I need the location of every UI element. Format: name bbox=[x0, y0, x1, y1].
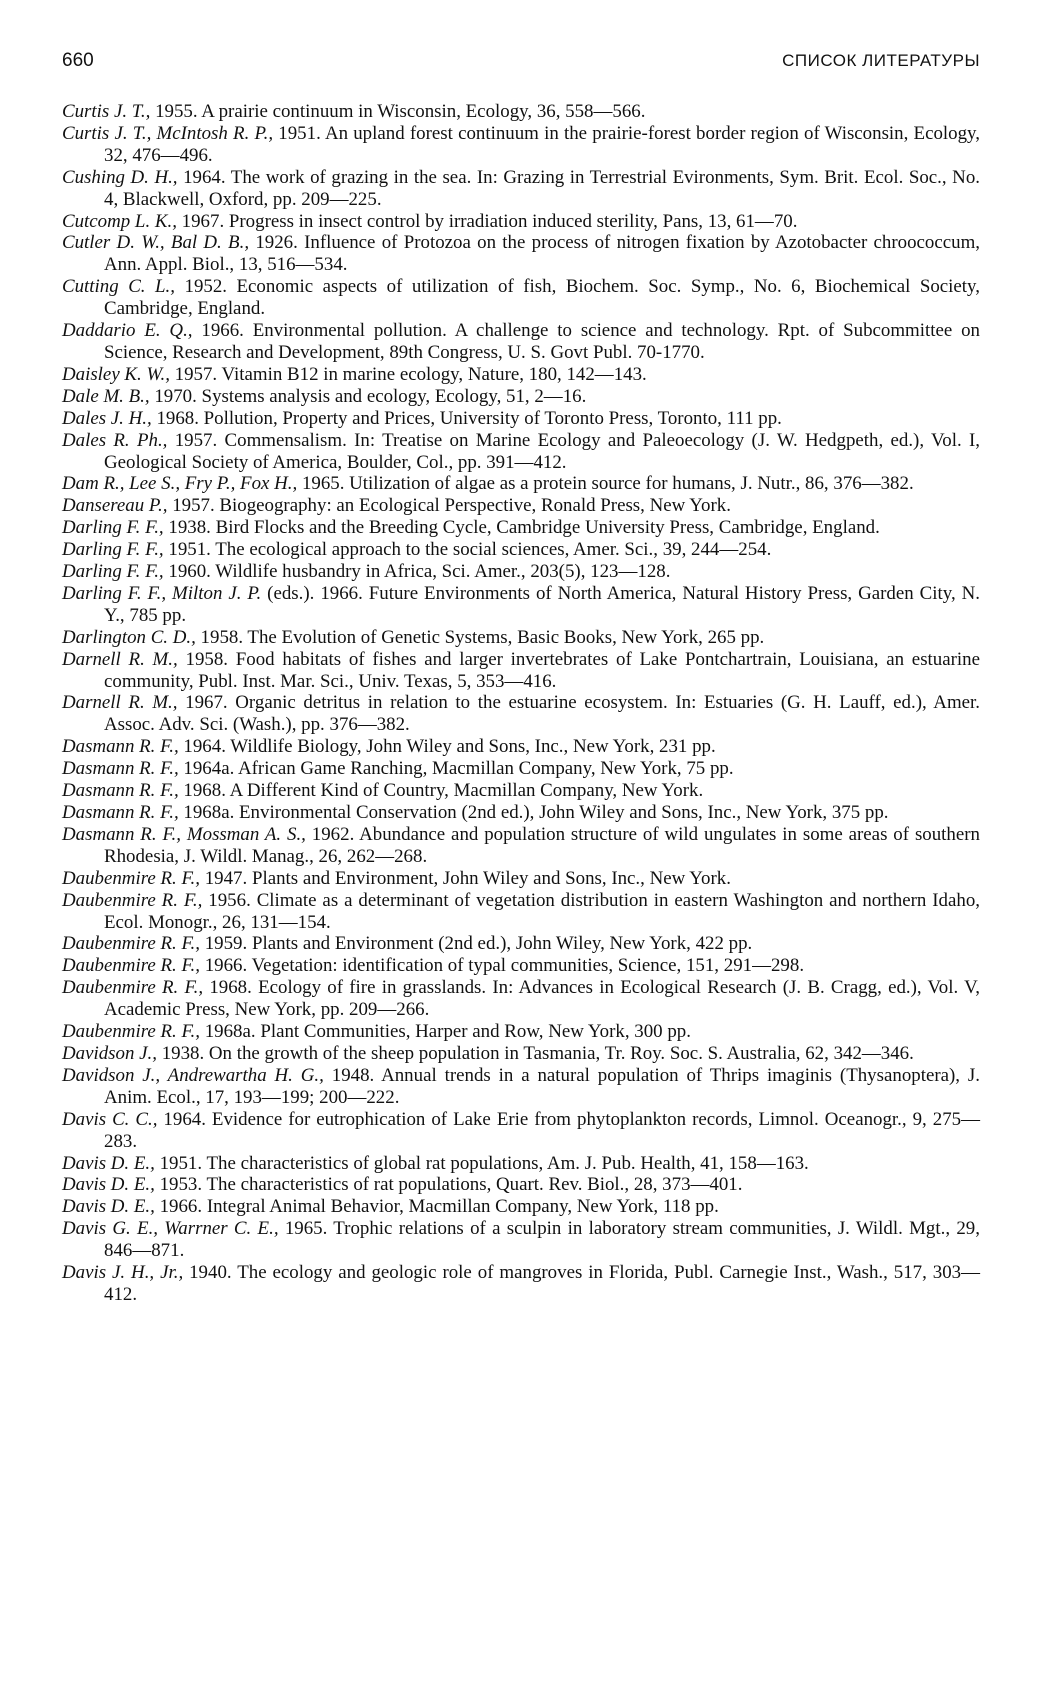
reference-text: 1967. Organic detritus in relation to the estuarine ecosystem. In: Estuaries (G. H. Lauff, ed.), Amer. Assoc. Adv. Sci. (Wash.), pp. 376—382. bbox=[104, 692, 981, 736]
reference-text: 1964. The work of grazing in the sea. In: Grazing in Terrestrial Evironments, Sym. Brit. Ecol. Soc., No. 4, Blackwell, Oxford, pp. 209—225. bbox=[104, 166, 980, 210]
reference-text: 1951. The ecological approach to the social sciences, Amer. Sci., 39, 244—254. bbox=[163, 539, 772, 561]
reference-text: 1947. Plants and Environment, John Wiley and Sons, Inc., New York. bbox=[200, 867, 731, 889]
reference-text: 1951. An upland forest continuum in the prairie-forest border region of Wisconsin, Ecology, 32, 476—496. bbox=[104, 122, 980, 166]
reference-authors: Daubenmire R. F., bbox=[62, 867, 200, 889]
reference-entry bbox=[62, 955, 980, 977]
reference-authors: Dasmann R. F., bbox=[62, 780, 179, 802]
reference-entry bbox=[62, 1196, 980, 1218]
reference-entry bbox=[62, 933, 980, 955]
reference-text: 1953. The characteristics of rat populations, Quart. Rev. Biol., 28, 373—401. bbox=[154, 1174, 743, 1196]
reference-authors: Dasmann R. F., bbox=[62, 802, 179, 823]
reference-authors: Dasmann R. F., Mossman A. S., bbox=[62, 823, 306, 845]
reference-authors: Davis D. E., bbox=[62, 1174, 155, 1196]
reference-entry bbox=[62, 167, 980, 211]
reference-text: 1968. Ecology of fire in grasslands. In: Advances in Ecological Research (J. B. Cragg, ed.), Vol. V, Academic Press, New York, pp. 209—266. bbox=[104, 977, 981, 1021]
reference-text: 1966. Vegetation: identification of typal communities, Science, 151, 291—298. bbox=[200, 955, 805, 977]
reference-entry bbox=[62, 780, 980, 802]
reference-entry bbox=[62, 627, 980, 649]
reference-text: 1968a. Plant Communities, Harper and Row, New York, 300 pp. bbox=[200, 1021, 691, 1043]
reference-authors: Davidson J., Andrewartha H. G., bbox=[62, 1064, 324, 1086]
reference-entry bbox=[62, 211, 980, 233]
reference-authors: Daubenmire R. F., bbox=[62, 889, 203, 911]
page-number: 660 bbox=[62, 50, 94, 71]
reference-text: 1948. Annual trends in a natural population of Thrips imaginis (Thysanoptera), J. Anim. Ecol., 17, 193—199; 200—222. bbox=[104, 1064, 980, 1108]
reference-text: 1959. Plants and Environment (2nd ed.), John Wiley, New York, 422 pp. bbox=[200, 933, 753, 955]
reference-text: 1962. Abundance and population structure of wild ungulates in some areas of southern Rhodesia, J. Wildl. Manag., 26, 262—268. bbox=[104, 823, 980, 867]
reference-entry bbox=[62, 561, 980, 583]
reference-authors: Darling F. F., bbox=[62, 539, 164, 561]
reference-entry bbox=[62, 649, 980, 693]
reference-authors: Daubenmire R. F., bbox=[62, 1021, 200, 1043]
reference-authors: Daubenmire R. F., bbox=[62, 955, 200, 977]
reference-entry bbox=[62, 386, 980, 408]
reference-text: 1964. Evidence for eutrophication of Lake Erie from phytoplankton records, Limnol. Oceanogr., 9, 275—283. bbox=[104, 1108, 980, 1152]
reference-entry bbox=[62, 692, 980, 736]
reference-entry bbox=[62, 977, 980, 1021]
reference-text: 1955. A prairie continuum in Wisconsin, Ecology, 36, 558—566. bbox=[150, 101, 646, 122]
reference-entry bbox=[62, 430, 980, 474]
reference-authors: Cutcomp L. K., bbox=[62, 210, 177, 232]
reference-entry bbox=[62, 736, 980, 758]
reference-authors: Davis J. H., Jr., bbox=[62, 1262, 184, 1284]
reference-authors: Davis D. E., bbox=[62, 1196, 155, 1218]
reference-authors: Darling F. F., Milton J. P. bbox=[62, 582, 262, 604]
reference-authors: Cutler D. W., Bal D. B., bbox=[62, 232, 250, 254]
reference-entry bbox=[62, 1065, 980, 1109]
reference-text: 1940. The ecology and geologic role of mangroves in Florida, Publ. Carnegie Inst., Wash., 517, 303—412. bbox=[104, 1262, 980, 1305]
reference-text: 1970. Systems analysis and ecology, Ecology, 51, 2—16. bbox=[149, 385, 587, 407]
reference-entry bbox=[62, 890, 980, 934]
reference-authors: Darling F. F., bbox=[62, 517, 164, 539]
reference-text: 1926. Influence of Protozoa on the process of nitrogen fixation by Azotobacter chroococcum, Ann. Appl. Biol., 13, 516—534. bbox=[104, 232, 980, 276]
reference-entry bbox=[62, 320, 980, 364]
reference-entry bbox=[62, 824, 980, 868]
reference-entry bbox=[62, 123, 980, 167]
reference-entry bbox=[62, 101, 980, 123]
reference-text: 1957. Vitamin B12 in marine ecology, Nature, 180, 142—143. bbox=[169, 363, 647, 385]
reference-entry bbox=[62, 758, 980, 780]
reference-entry bbox=[62, 364, 980, 386]
reference-text: 1968a. Environmental Conservation (2nd ed.), John Wiley and Sons, Inc., New York, 375 pp. bbox=[178, 802, 889, 823]
reference-text: 1938. Bird Flocks and the Breeding Cycle, Cambridge University Press, Cambridge, England. bbox=[163, 517, 880, 539]
reference-authors: Daubenmire R. F., bbox=[62, 933, 200, 955]
reference-text: 1951. The characteristics of global rat populations, Am. J. Pub. Health, 41, 158—163. bbox=[154, 1152, 809, 1174]
reference-authors: Curtis J. T., bbox=[62, 101, 151, 122]
reference-authors: Davidson J., bbox=[62, 1042, 157, 1064]
reference-authors: Davis D. E., bbox=[62, 1152, 155, 1174]
reference-entry bbox=[62, 232, 980, 276]
reference-text: (eds.). 1966. Future Environments of North America, Natural History Press, Garden City, N. Y., 785 pp. bbox=[104, 582, 980, 626]
reference-authors: Davis G. E., Warrner C. E., bbox=[62, 1218, 279, 1240]
reference-entry bbox=[62, 1043, 980, 1065]
reference-authors: Cutting C. L., bbox=[62, 276, 175, 298]
reference-authors: Darling F. F., bbox=[62, 561, 164, 583]
reference-authors: Dasmann R. F., bbox=[62, 736, 179, 758]
reference-text: 1964a. African Game Ranching, Macmillan Company, New York, 75 pp. bbox=[178, 758, 734, 780]
reference-text: 1960. Wildlife husbandry in Africa, Sci. Amer., 203(5), 123—128. bbox=[163, 561, 671, 583]
reference-text: 1957. Commensalism. In: Treatise on Marine Ecology and Paleoecology (J. W. Hedgpeth, ed.), Vol. I, Geological Society of America, Boulder, Col., pp. 391—412. bbox=[104, 429, 980, 473]
reference-entry bbox=[62, 1153, 980, 1175]
reference-entry bbox=[62, 539, 980, 561]
reference-entry bbox=[62, 583, 980, 627]
running-title: СПИСОК ЛИТЕРАТУРЫ bbox=[782, 51, 980, 70]
reference-authors: Dales J. H., bbox=[62, 407, 152, 429]
reference-entry bbox=[62, 1174, 980, 1196]
reference-authors: Davis C. C., bbox=[62, 1108, 158, 1130]
reference-entry bbox=[62, 408, 980, 430]
reference-authors: Darnell R. M., bbox=[62, 648, 178, 670]
reference-entry bbox=[62, 517, 980, 539]
reference-text: 1968. A Different Kind of Country, Macmillan Company, New York. bbox=[178, 780, 704, 802]
reference-authors: Darlington C. D., bbox=[62, 626, 196, 648]
reference-authors: Dale M. B., bbox=[62, 385, 150, 407]
reference-authors: Dam R., Lee S., Fry P., Fox H., bbox=[62, 473, 298, 495]
reference-text: 1952. Economic aspects of utilization of fish, Biochem. Soc. Symp., No. 6, Biochemical Society, Cambridge, England. bbox=[104, 276, 980, 320]
reference-text: 1966. Environmental pollution. A challenge to science and technology. Rpt. of Subcommittee on Science, Research and Development, 89th Congress, U. S. Govt Publ. 70-1770. bbox=[104, 320, 981, 363]
reference-authors: Daddario E. Q., bbox=[62, 320, 193, 342]
reference-text: 1958. The Evolution of Genetic Systems, Basic Books, New York, 265 pp. bbox=[195, 626, 765, 648]
reference-text: 1966. Integral Animal Behavior, Macmillan Company, New York, 118 pp. bbox=[154, 1196, 719, 1218]
reference-text: 1967. Progress in insect control by irradiation induced sterility, Pans, 13, 61—70. bbox=[176, 210, 798, 232]
reference-text: 1964. Wildlife Biology, John Wiley and Sons, Inc., New York, 231 pp. bbox=[178, 736, 716, 758]
reference-text: 1956. Climate as a determinant of vegetation distribution in eastern Washington and northern Idaho, Ecol. Monogr., 26, 131—154. bbox=[104, 889, 980, 933]
reference-text: 1968. Pollution, Property and Prices, University of Toronto Press, Toronto, 111 pp. bbox=[151, 407, 782, 429]
page-header bbox=[62, 50, 980, 80]
reference-list bbox=[62, 101, 980, 1306]
reference-authors: Dales R. Ph., bbox=[62, 429, 168, 451]
reference-text: 1958. Food habitats of fishes and larger invertebrates of Lake Pontchartrain, Louisiana, an estuarine community, Publ. Inst. Mar. Sci., Univ. Texas, 5, 353—416. bbox=[104, 648, 980, 692]
reference-text: 1957. Biogeography: an Ecological Perspective, Ronald Press, New York. bbox=[167, 495, 731, 517]
reference-entry bbox=[62, 868, 980, 890]
reference-entry bbox=[62, 276, 980, 320]
reference-text: 1965. Utilization of algae as a protein source for humans, J. Nutr., 86, 376—382. bbox=[297, 473, 914, 495]
reference-entry bbox=[62, 1218, 980, 1262]
reference-text: 1938. On the growth of the sheep population in Tasmania, Tr. Roy. Soc. S. Australia, 62, 342—346. bbox=[156, 1042, 914, 1064]
reference-entry bbox=[62, 495, 980, 517]
reference-entry bbox=[62, 802, 980, 824]
reference-authors: Daubenmire R. F., bbox=[62, 977, 204, 999]
reference-authors: Darnell R. M., bbox=[62, 692, 178, 714]
reference-authors: Cushing D. H., bbox=[62, 166, 178, 188]
reference-entry bbox=[62, 473, 980, 495]
reference-authors: Dasmann R. F., bbox=[62, 758, 179, 780]
reference-entry bbox=[62, 1021, 980, 1043]
reference-text: 1965. Trophic relations of a sculpin in laboratory stream communities, J. Wildl. Mgt., 29, 846—871. bbox=[104, 1218, 980, 1262]
reference-authors: Daisley K. W., bbox=[62, 363, 170, 385]
reference-entry bbox=[62, 1109, 980, 1153]
reference-authors: Dansereau P., bbox=[62, 495, 168, 517]
reference-entry bbox=[62, 1262, 980, 1306]
reference-authors: Curtis J. T., McIntosh R. P., bbox=[62, 122, 274, 144]
